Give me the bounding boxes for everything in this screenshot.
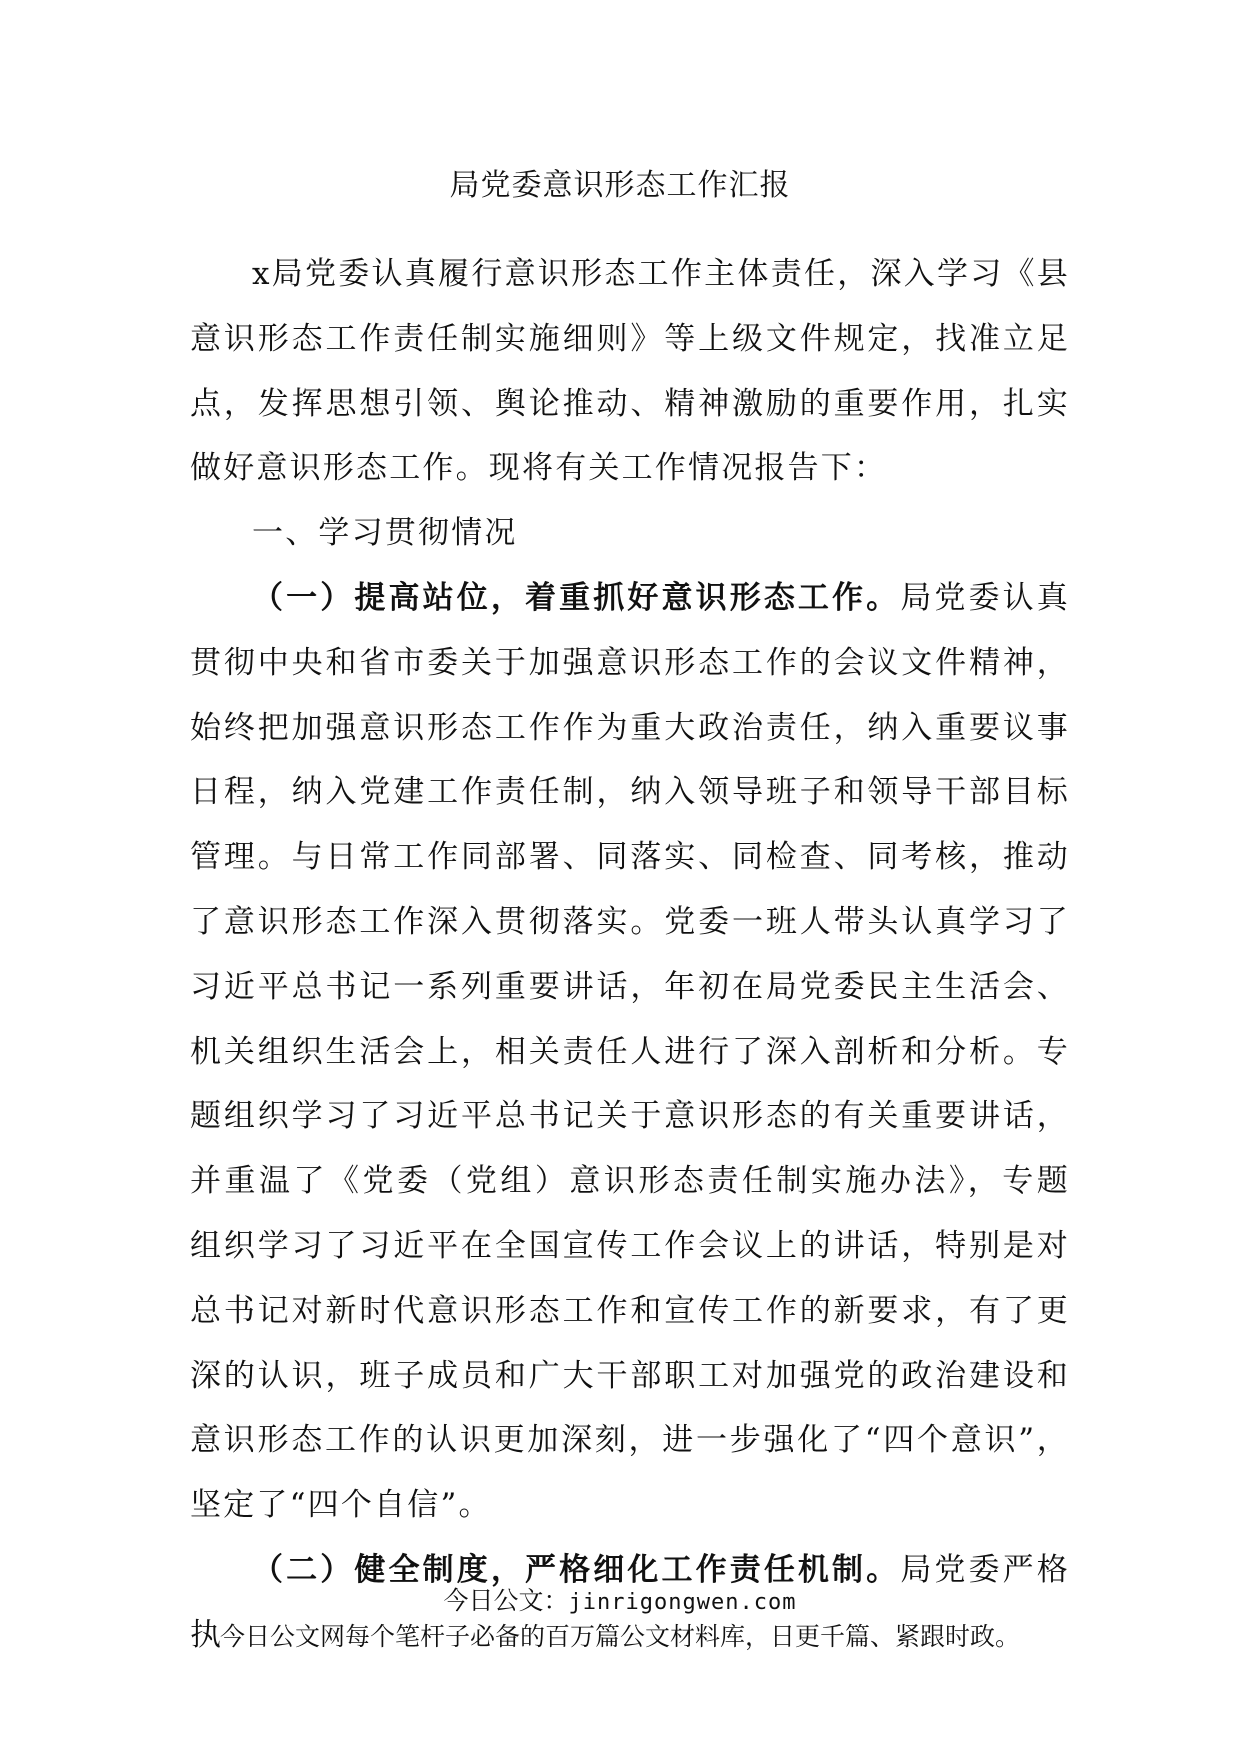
- subsection-lead-2: （二）健全制度，严格细化工作责任机制。: [252, 1551, 901, 1588]
- subsection-text-1: 局党委认真贯彻中央和省市委关于加强意识形态工作的会议文件精神，始终把加强意识形态工作作为重大政治责任，纳入重要议事日程，纳入党建工作责任制，纳入领导班子和领导干部目标管理。与日常工作同部署、同落实、同检查、同考核，推动了意识形态工作深入贯彻落实。党委一班人带头认真学习了习近平总书记一系列重要讲话，年初在局党委民主生活会、机关组织生活会上，相关责任人进行了深入剖析和分析。专题组织学习了习近平总书记关于意识形态的有关重要讲话，并重温了《党委（党组）意识形态责任制实施办法》，专题组织学习了习近平在全国宣传工作会议上的讲话，特别是对总书记对新时代意识形态工作和宣传工作的新要求，有了更深的认识，班子成员和广大干部职工对加强党的政治建设和意识形态工作的认识更加深刻，进一步强化了“四个意识”，坚定了“四个自信”。: [190, 579, 1070, 1524]
- footer-slogan: 今日公文网每个笔杆子必备的百万篇公文材料库，日更千篇、紧跟时政。: [219, 1622, 1020, 1651]
- subsection-lead-1: （一）提高站位，着重抓好意识形态工作。: [252, 579, 901, 616]
- intro-paragraph: x局党委认真履行意识形态工作主体责任，深入学习《县意识形态工作责任制实施细则》等上级文件规定，找准立足点，发挥思想引领、舆论推动、精神激励的重要作用，扎实做好意识形态工作。现将有关工作情况报告下：: [190, 256, 1070, 487]
- section-heading-1: 一、学习贯彻情况: [252, 515, 518, 552]
- subsection-text-2: 局党委严格执: [190, 1551, 1070, 1653]
- subsection-paragraph-1: [190, 566, 1070, 1538]
- footer-site-line: [0, 1585, 1240, 1619]
- footer-site-label: 今日公文：: [443, 1586, 569, 1615]
- document-title: 局党委意识形态工作汇报: [449, 168, 791, 203]
- footer-site-url[interactable]: jinrigongwen.com: [568, 1590, 797, 1615]
- document-body: [190, 242, 1070, 1668]
